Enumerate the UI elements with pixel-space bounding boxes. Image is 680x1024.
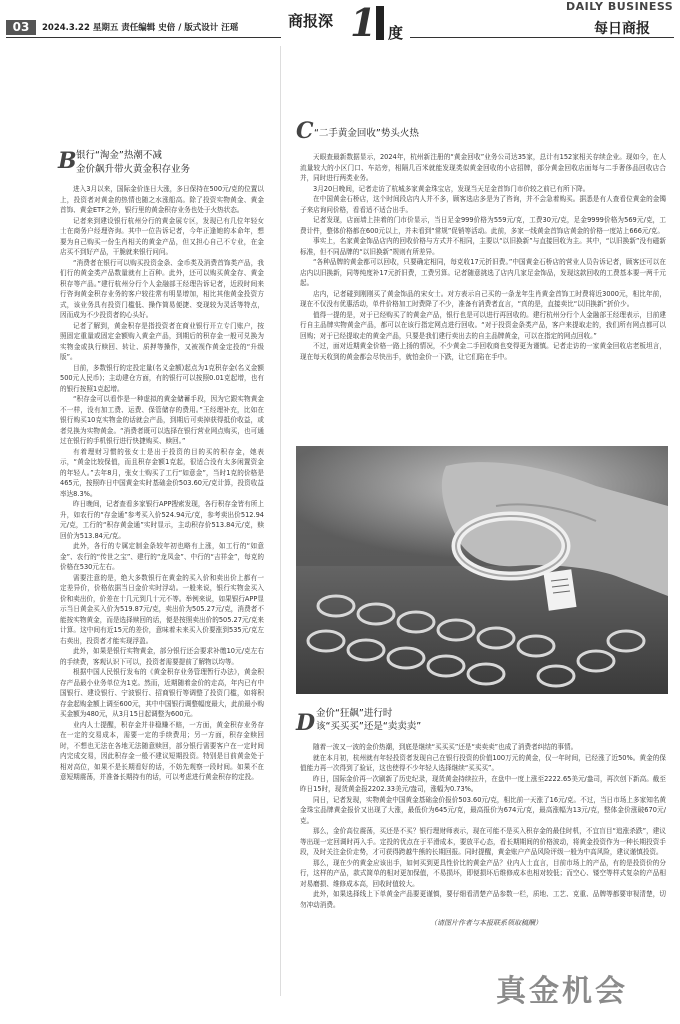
article-c-paragraph: 记者发现，店面墙上挂着的门市价显示，当日足金999价格为559元/克，工费30元/克，足金9999价格为569元/克，工费计件，整体价格都在600元以上，并未看到“常规”促销等活动。此前，多家一线黄金首饰店黄金的价格一度站上666元/克。 [300, 216, 666, 235]
header-rule-left [6, 37, 281, 38]
article-c-paragraph: 店内，记者碰到刚刚买了黄金饰品的宋女士。对方表示自己买的一条龙年生肖黄金首饰工时费将近3000元，相比年前，现在不仅没有优惠活动，单件价格加工时费降了不少，准备有消费者直言，“真的是，直接卖比“以旧换新”折价少。 [300, 289, 666, 308]
section-title-left: 商报深 [288, 12, 334, 30]
article-d-paragraph: 昨日，国际金价再一次刷新了历史纪录，现货黄金持续拉升，在盘中一度上涨至2222.65美元/盎司，再次创下新高。截至昨日15时，现货黄金报2202.33美元/盎司，涨幅为0.73%。 [300, 774, 666, 793]
article-d-paragraph: 同日，记者发现，实物黄金中国黄金基础金价报价503.60元/克，相比前一天涨了16元/克。不过，当日市场上多家知名黄金珠宝品牌黄金报价又出现了大涨，最低价为645元/克，最高报价为674元/克，最高涨幅为13元/克，整体金价涨破670元/克。 [300, 795, 666, 825]
masthead-chinese: 每日商报 [594, 21, 650, 37]
article-b-paragraph: “消费者在银行可以购买投资金条、金币类及消费首饰类产品，我们行的黄金类产品数量就有上百种。此外，还可以购买黄金存、黄金积存等产品。”建行杭州分行个人金融部王经理告诉记者，近段时间来行咨询黄金积存业务的客户较往常有明显增加，相比其他黄金投资方式，该业务具有投资门槛低、操作简易便捷、变现较为灵活等特点，因而成为不少投资者的心头好。 [60, 258, 264, 319]
article-c-paragraph: 不过，面对近期黄金价格一路上扬的情况，不少黄金二手回收商也变得更为谨慎。记者走访的一家黄金回收店老板坦言，现在每天收到的黄金都会尽快出手，就怕金价一下跌，让它们陷在手中。 [300, 342, 666, 361]
article-b-paragraph: 根据中国人民银行发布的《黄金积存业务管理暂行办法》，黄金积存产品最小业务单位为1克。然而，近期随着金价的走高，年内已有中国银行、建设银行、宁波银行、招商银行等调整了投资门槛，如将积存金起购金额上调至600元，其中中国银行调整幅度最大，此前最小购买金额为480元，从3月15日起调整为600元。 [60, 668, 264, 718]
page-number: 03 [6, 20, 36, 35]
article-b-paragraph: 此外，如果是银行实物黄金，部分银行还会要求补缴10元/克左右的手续费，客观认识下可以，投资者需要提前了解物以均等。 [60, 647, 264, 666]
article-d-paragraph: 就在本月初，杭州就有年轻投资者发现自己在银行投资的价值100万元的黄金，仅一年时间，已经涨了近50%。黄金的保值能力再一次得到了验证，这也使得不少年轻人选择继续“买买买”。 [300, 753, 666, 772]
article-b-paragraph: 记者来到建设银行杭州分行的黄金展专区，发现已有几位年轻女士在商务户经理咨询。其中一位告诉记者，今年正逢她的本命年，想要为自己购买一份生肖相关的黄金产品，但又担心自己不专业，在金店买不到好产品，干脆就来银行问问。 [60, 216, 264, 256]
article-b-paragraph: 记者了解到，黄金积存是指投资者在商业银行开立专门账户，按照固定重量或固定金额购入黄金产品，到期后的积存金一般可兑换为实物金或执行赎回、转让、质押等操作，又被视作黄金定投的“升级版”。 [60, 321, 264, 361]
article-c-letter: C [296, 118, 314, 144]
section-title-right: 度 [388, 24, 404, 42]
article-b-title-line1: 银行“淘金”热潮不减 [76, 150, 162, 161]
article-c-paragraph: 在中国黄金石桥店，这个时间段店内人并不多，顾客选店多是为了咨询，并不会急着购买。据悉是有人查看位黄金的金镯子来店询问价格，看看适不适合出手。 [300, 195, 666, 214]
column-divider [280, 46, 281, 996]
page-header [0, 0, 680, 46]
article-c-headline [296, 118, 596, 148]
article-b-paragraph: 进入3月以来，国际金价连日大涨，多日保持在500元/克的位置以上，投资者对黄金的热情也随之水涨船高。除了投资实物黄金、黄金首饰、黄金ETF之外，银行里的黄金积存业务也处于火热状态。 [60, 185, 264, 214]
article-b-letter: B [58, 148, 77, 174]
masthead-english: DAILY BUSINESS [566, 0, 674, 13]
section-title-number: 1 [350, 0, 377, 45]
article-b-paragraph: 需要注意的是，绝大多数银行在黄金的买入价和卖出价上都有一定差异价，价格依据当日金价实时浮动。一般来说，银行实物金买入价和卖出价，价差在十几元到几十元不等。举例来说，如果银行APP显示当日黄金买入价为519.87元/克，卖出价为505.27元/克，消费者不能按实物黄金，而是选择赎回的话，便是按照卖出价的505.27元/克来计算。这中间有近15元的差价，意味着未来买入价要涨到535元/克左右卖出，投资者才能实现浮盈。 [60, 573, 264, 645]
article-d-paragraph: 那么，金价高位震荡，买还是不买？银行理财师表示，现在可能不是买入积存金的最佳时机，不宜盲目“追涨杀跌”，建议等出现一定回调时再入手。定投的优点在于平滑成本，要放平心态，看长期期间的价格波动，将黄金投资作为一种长期投资手段，及时关注金价走势，才可获得跨越牛熊的长期回报。同时提醒，黄金账户产品风险评级一般为中高风险，建议谨慎投资。 [300, 827, 666, 856]
article-d-letter: D [296, 710, 316, 736]
article-b-paragraph: 有着理财习惯的张女士是出于投资的目的买的积存金，她表示，“黄金比较保值，而且积存金额1克起，很适合没有太多闲置资金的年轻人。”去年8月，张女士购买了工行“如意金”，当时1克的价格是465元，按照昨日中国黄金实时基础金价503.60元/克计算，投资收益率达8.3%。 [60, 447, 264, 498]
article-d-paragraph: 此外，如果选择线上下单黄金产品要更谨慎，要仔细看清楚产品参数一栏，质地、工艺、克重、品牌等都要审视清楚，切勿冲动消费。 [300, 890, 666, 909]
header-info: 2024.3.22 星期五 责任编辑 史倍 / 版式设计 汪瑶 [42, 23, 239, 33]
article-c-title: “二手黄金回收”势头火热 [314, 128, 419, 139]
article-d-body [300, 742, 666, 918]
article-b-title-line2: 金价飙升带火黄金积存业务 [76, 164, 191, 175]
photo-credit-note: （请图片作者与本报联系领取稿酬） [430, 919, 542, 927]
article-c-paragraph: “各种品牌的黄金都可以回收，只要确定相同，每克收17元折旧费。”中国黄金石桥店的营业人员告诉记者，顾客还可以在店内以旧换新，同等纯度补17元折旧费，工费另算。记者随意挑选了店内几家足金饰品，发现这款回收的工费基本要一两千元起。 [300, 258, 666, 287]
article-d-title-line2: 该“买买买”还是“卖卖卖” [316, 721, 422, 732]
article-c-paragraph: 值得一提的是，对于已经购买了的黄金产品，银行也是可以进行再回收的。建行杭州分行个人金融部王经理表示，目前建行自主品牌实物黄金产品，都可以在该行指定网点进行回收。“对于投资金条类产品，客户来提取走的，我们所有网点都可以回购；对于已经提取走的黄金产品，只要是我们建行卖出去的自主品牌黄金，可以在指定的网点回收。” [300, 310, 666, 340]
article-b-paragraph: 昨日晚间，记者查看多家银行APP搜索发现，各行积存金皆有所上升，如农行的“存金通”参考买入价524.94元/克，参考卖出价512.94元/克，工行的“积存黄金通”实时显示，主动积存价513.84元/克，赎回价为513.84元/克。 [60, 500, 264, 540]
article-c-paragraph: 天眼查最新数据显示，2024年，杭州新注册的“黄金回收”业务公司达35家，总计有152家相关存续企业。现如今，在人流量较大的小区门口、车站旁，相隔几百米就能发现类似黄金回收的小店招牌，部分黄金回收店面每与二手奢侈品回收店合并，同时进行两类业务。 [300, 153, 666, 182]
article-b-paragraph: “积存金可以看作是一种虚拟的黄金储蓄手段，因为它跟实物黄金不一样，没有加工费、运费、保管储存的费用。”王经理补充，比如在银行购买10克实物金的话就会产品，到期后可卖掉获得抵价收益，或者兑换为实物黄金。“消费者既可以选择在银行营业网点购买，也可通过在银行的手机银行进行快捷购买、赎回。” [60, 395, 264, 445]
article-d-headline [296, 706, 596, 740]
article-b-paragraph: 此外，各行的专属定制金条较年初也略有上涨，如工行的“如意金”、农行的“传世之宝”、建行的“龙凤金”、中行的“吉祥金”，每克的价格在530元左右。 [60, 542, 264, 571]
section-title-bar [376, 6, 384, 40]
brand-watermark: 真金机会 [496, 974, 628, 1009]
section-title [288, 2, 410, 46]
article-b-paragraph: 目前，多数银行的定投定量(名义金额)起点为1克积存金(名义金额500元人民币)；主动建仓方面，有的银行可以按照0.01克起增，也有的银行按照1克起增。 [60, 363, 264, 393]
article-c-paragraph: 3月20日晚间，记者走访了杭城多家黄金珠宝店，发现当天足金首饰门市价较之前已有所下降。 [313, 184, 590, 193]
article-c-paragraph: 事实上，名家黄金饰品店内的回收价格与方式并不相同，主要以“以旧换新”与直接回收为主。其中，“以旧换新”没有磁新标准，但不同品牌的“以旧换新”规则有所差异。 [300, 237, 666, 256]
article-d-paragraph: 那么，现在少的黄金应该出手，如何买到更具性价比的黄金产品？业内人士直言，目前市场上的产品，有的是投资价的分行，这样的产品，款式简单的相对更加保值，不易损坏，即便损坏后维修成本也相对较低；而空心、镂空等样式复杂的产品相对易磨损、维修成本高，回收时值较大。 [300, 858, 666, 888]
gold-jewelry-photo [296, 446, 668, 694]
article-b-paragraph: 业内人士提醒，积存金并非稳赚不赔，一方面，黄金积存业务存在一定的交易成本，需要一定的手续费用；另一方面，积存金赎回时，不想也无法在各地无法随意赎回，部分银行需要客户在一定时间内完成交易，因此积存金一般不建议短期投资。特别是目前黄金处于相对高位，如果不是长期看好的话，不妨先观察一段时间。如果不在意短期震荡，并准备长期持有的话，可以考虑进行黄金积存的定投。 [60, 720, 264, 781]
article-b-headline [60, 146, 260, 180]
gold-jewelry-illustration [296, 446, 668, 694]
article-d-title-line1: 金价“狂飙”进行时 [316, 708, 393, 719]
article-d-paragraph: 随着一波又一波的金价热潮，到底是继续“买买买”还是“卖卖卖”也成了消费者纠结的事情。 [313, 743, 578, 751]
article-c-body [300, 152, 666, 442]
article-b-body [60, 184, 264, 1016]
